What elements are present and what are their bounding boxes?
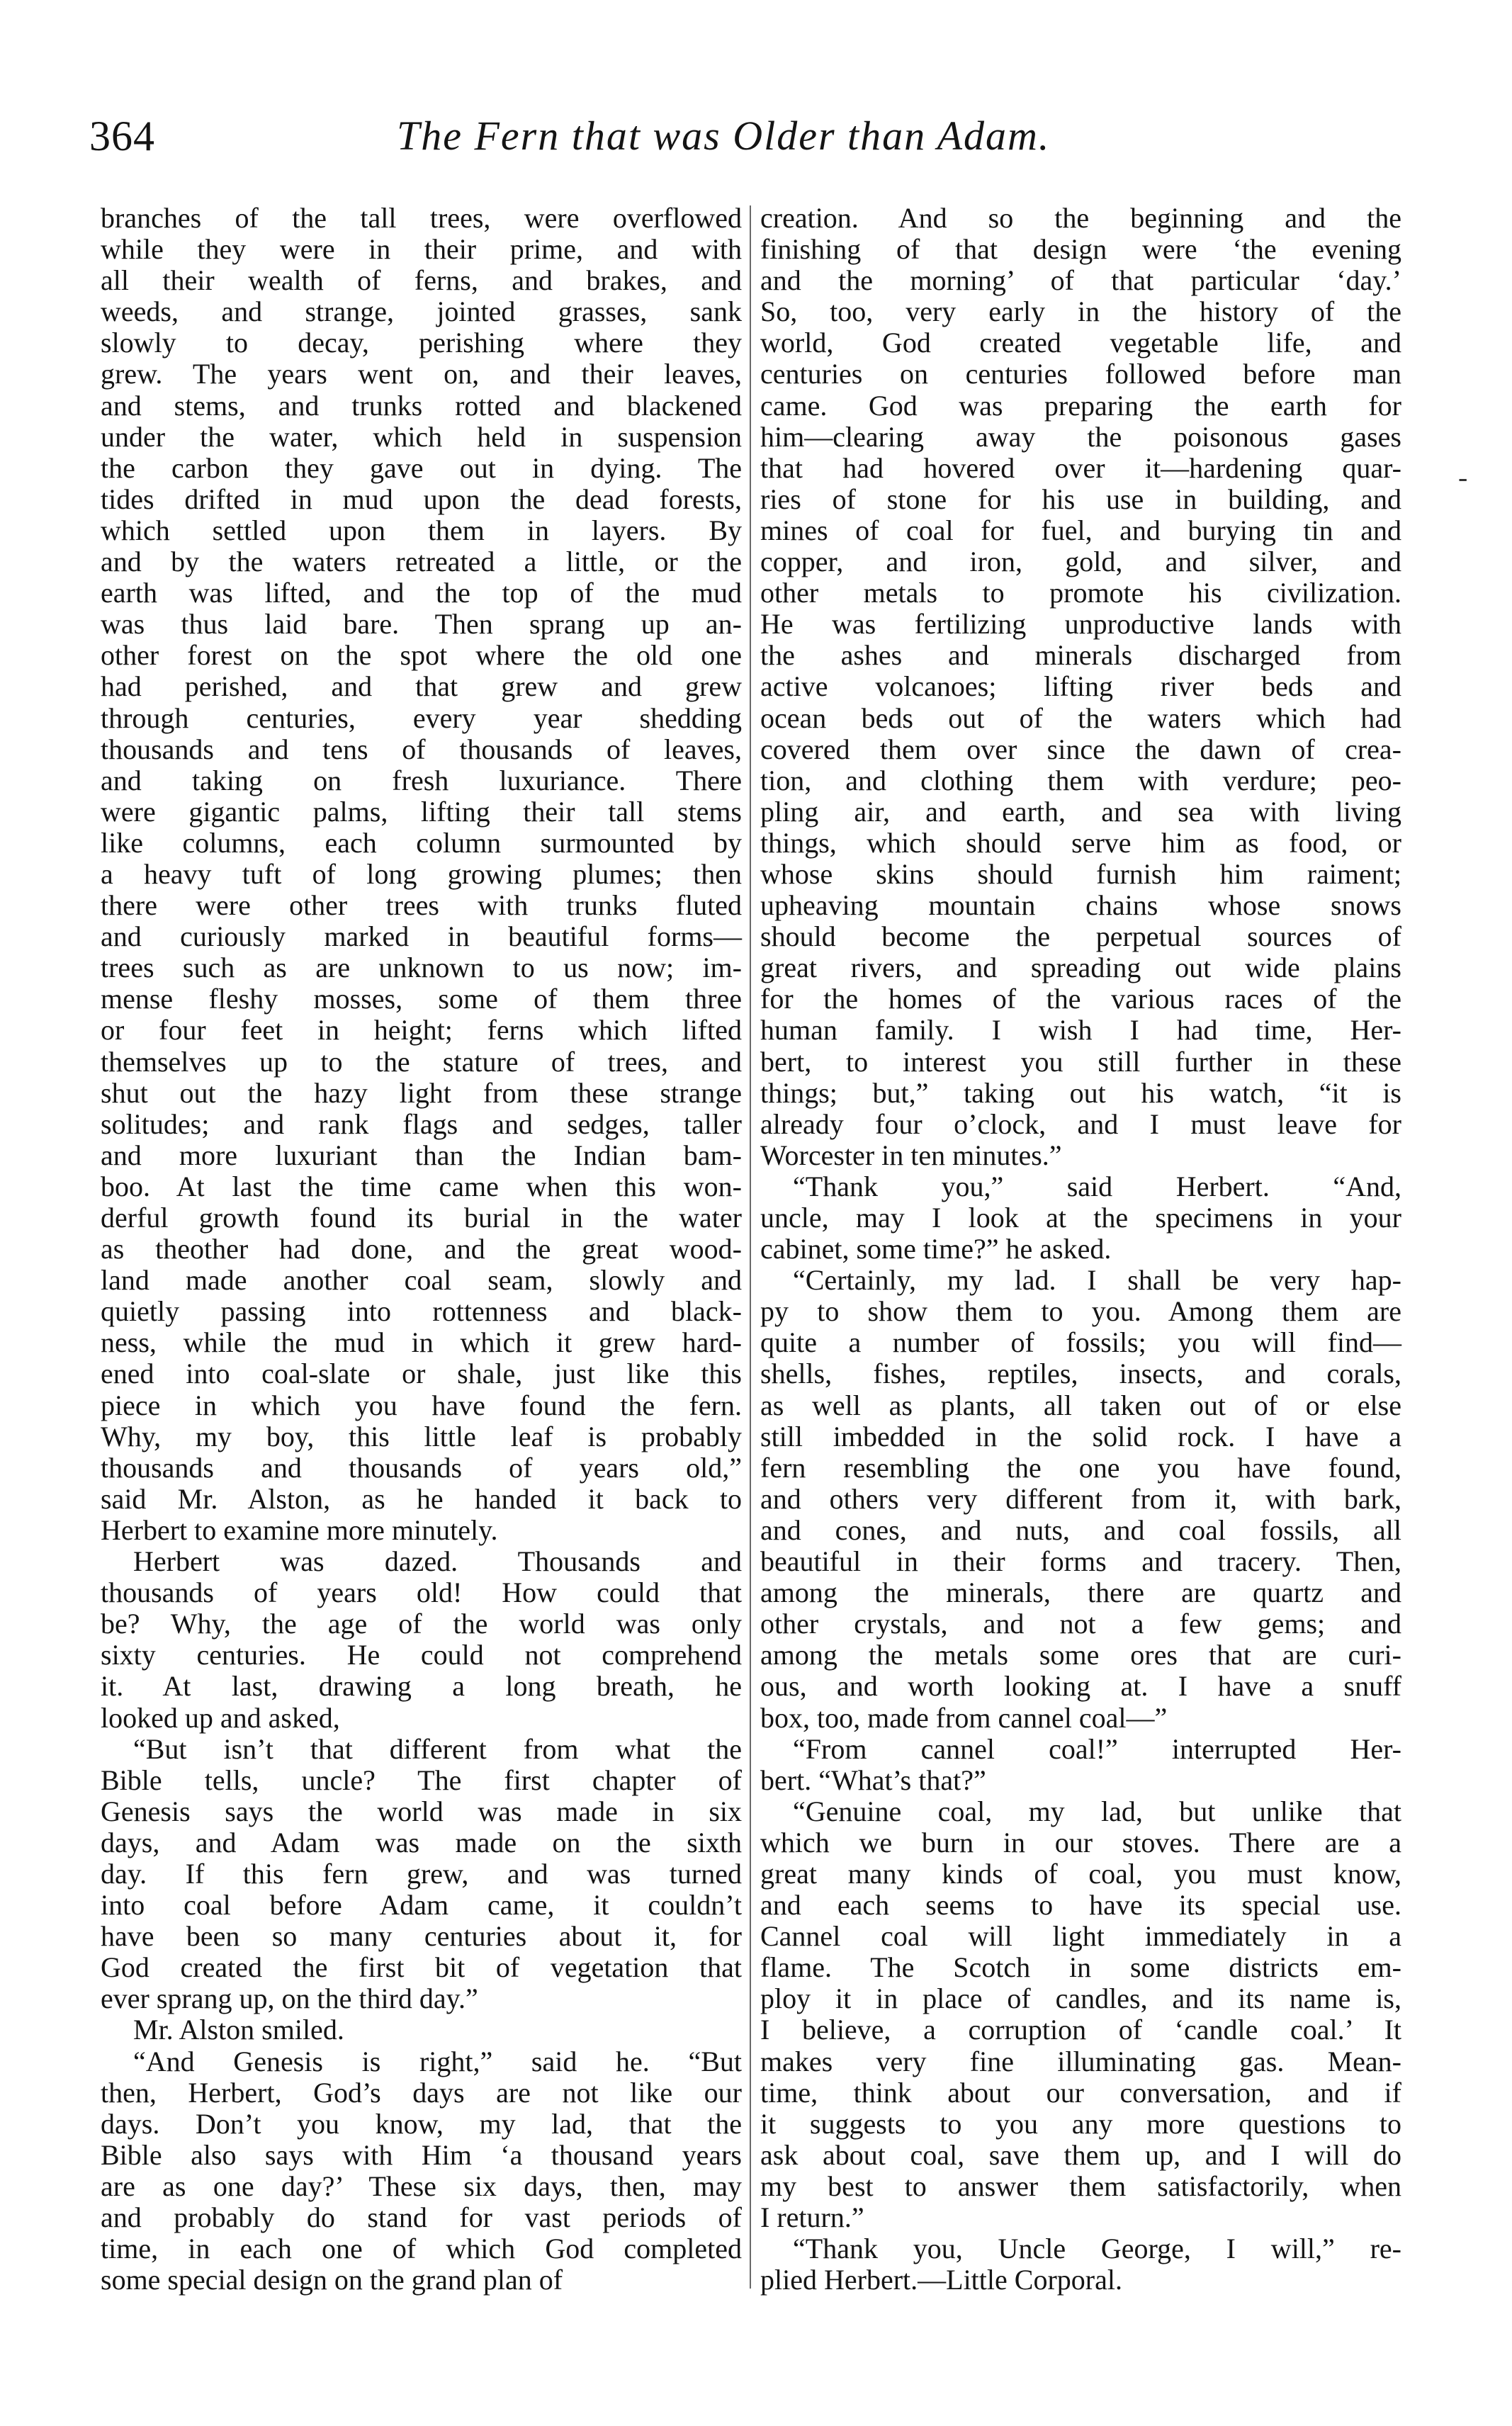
- text-line: makes very fine illuminating gas. Mean-: [760, 2045, 1401, 2077]
- text-line: py to show them to you. Among them are: [760, 1295, 1401, 1328]
- text-line: tion, and clothing them with verdure; peo-: [760, 764, 1401, 796]
- text-line: finishing of that design were ‘the evening: [760, 233, 1401, 266]
- text-line: fern resembling the one you have found,: [760, 1451, 1401, 1484]
- text-line: thousands and tens of thousands of leaves,: [101, 733, 742, 765]
- text-line: days. Don’t you know, my lad, that the: [101, 2107, 742, 2140]
- text-line: other forest on the spot where the old one: [101, 639, 742, 672]
- text-line: “Thank you,” said Herbert. “And,: [793, 1170, 1401, 1202]
- text-line: themselves up to the stature of trees, and: [101, 1045, 742, 1078]
- text-line: piece in which you have found the fern.: [101, 1389, 742, 1421]
- text-line: while they were in their prime, and with: [101, 233, 742, 266]
- page-number: 364: [89, 113, 155, 159]
- text-line: weeds, and strange, jointed grasses, sank: [101, 295, 742, 328]
- text-line: and more luxuriant than the Indian bam-: [101, 1139, 742, 1171]
- text-line: and others very different from it, with bark,: [760, 1482, 1401, 1515]
- text-line: plied Herbert.—Little Corporal.: [760, 2264, 1122, 2296]
- text-line: God created the first bit of vegetation that: [101, 1951, 742, 1984]
- text-line: ploy it in place of candles, and its name is,: [760, 1982, 1401, 2015]
- text-line: days, and Adam was made on the sixth: [101, 1826, 742, 1858]
- text-line: quietly passing into rottenness and black-: [101, 1295, 742, 1328]
- text-line: great rivers, and spreading out wide plains: [760, 952, 1401, 984]
- text-line: shells, fishes, reptiles, insects, and corals,: [760, 1358, 1401, 1390]
- text-line: “But isn’t that different from what the: [133, 1732, 742, 1765]
- text-line: there were other trees with trunks fluted: [101, 889, 742, 922]
- text-line: Bible also says with Him ‘a thousand years: [101, 2138, 742, 2171]
- right-column: [760, 203, 1401, 2296]
- text-line: earth was lifted, and the top of the mud: [101, 577, 742, 609]
- text-line: ocean beds out of the waters which had: [760, 701, 1401, 734]
- text-line: creation. And so the beginning and the: [760, 202, 1401, 234]
- text-line: quite a number of fossils; you will find—: [760, 1326, 1401, 1359]
- text-line: through centuries, every year shedding: [101, 701, 742, 734]
- text-line: which settled upon them in layers. By: [101, 514, 742, 546]
- text-line: which we burn in our stoves. There are a: [760, 1826, 1401, 1858]
- text-line: for the homes of the various races of the: [760, 983, 1401, 1015]
- text-line: day. If this fern grew, and was turned: [101, 1857, 742, 1890]
- text-line: So, too, very early in the history of the: [760, 295, 1401, 328]
- text-line: the ashes and minerals discharged from: [760, 639, 1401, 672]
- text-line: are as one day?’ These six days, then, may: [101, 2170, 742, 2202]
- text-line: and probably do stand for vast periods of: [101, 2201, 742, 2233]
- text-line: cabinet, some time?” he asked.: [760, 1233, 1112, 1265]
- text-line: trees such as are unknown to us now; im-: [101, 952, 742, 984]
- text-line: already four o’clock, and I must leave for: [760, 1107, 1401, 1140]
- text-line: him—clearing away the poisonous gases: [760, 420, 1401, 453]
- text-line: had perished, and that grew and grew: [101, 670, 742, 703]
- text-line: I believe, a corruption of ‘candle coal.’ It: [760, 2014, 1401, 2046]
- text-line: should become the perpetual sources of: [760, 920, 1401, 953]
- text-line: some special design on the grand plan of: [101, 2264, 563, 2296]
- text-line: among the minerals, there are quartz and: [760, 1576, 1401, 1609]
- text-line: “From cannel coal!” interrupted Her-: [793, 1732, 1401, 1765]
- text-line: time, in each one of which God completed: [101, 2233, 742, 2265]
- text-line: I return.”: [760, 2201, 864, 2233]
- text-line: thousands and thousands of years old,”: [101, 1451, 742, 1484]
- text-line: uncle, may I look at the specimens in your: [760, 1202, 1401, 1234]
- text-line: Herbert was dazed. Thousands and: [133, 1545, 742, 1578]
- text-line: land made another coal seam, slowly and: [101, 1264, 742, 1297]
- text-line: have been so many centuries about it, for: [101, 1920, 742, 1953]
- text-line: He was fertilizing unproductive lands with: [760, 608, 1401, 641]
- text-line: things, which should serve him as food, or: [760, 826, 1401, 859]
- text-line: it. At last, drawing a long breath, he: [101, 1670, 742, 1703]
- text-line: beautiful in their forms and tracery. Then,: [760, 1545, 1401, 1578]
- text-line: copper, and iron, gold, and silver, and: [760, 546, 1401, 578]
- text-line: bert, to interest you still further in these: [760, 1045, 1401, 1078]
- text-line: and curiously marked in beautiful forms—: [101, 920, 742, 953]
- text-line: human family. I wish I had time, Her-: [760, 1014, 1401, 1046]
- text-line: ries of stone for his use in building, and: [760, 483, 1401, 515]
- text-line: Worcester in ten minutes.”: [760, 1139, 1062, 1171]
- text-line: “Certainly, my lad. I shall be very hap-: [793, 1264, 1401, 1297]
- text-line: tides drifted in mud upon the dead forests,: [101, 483, 742, 515]
- text-line: and the morning’ of that particular ‘day.’: [760, 264, 1401, 297]
- text-line: “And Genesis is right,” said he. “But: [133, 2045, 742, 2077]
- text-line: it suggests to you any more questions to: [760, 2107, 1401, 2140]
- text-line: ever sprang up, on the third day.”: [101, 1982, 478, 2015]
- left-column: [101, 203, 742, 2296]
- text-line: derful growth found its burial in the water: [101, 1202, 742, 1234]
- text-line: active volcanoes; lifting river beds and: [760, 670, 1401, 703]
- text-line: the carbon they gave out in dying. The: [101, 451, 742, 484]
- text-line: boo. At last the time came when this won-: [101, 1170, 742, 1202]
- text-line: things; but,” taking out his watch, “it is: [760, 1076, 1401, 1109]
- text-line: ened into coal-slate or shale, just like this: [101, 1358, 742, 1390]
- text-line: be? Why, the age of the world was only: [101, 1608, 742, 1640]
- text-line: Genesis says the world was made in six: [101, 1795, 742, 1827]
- text-line: came. God was preparing the earth for: [760, 389, 1401, 422]
- text-line: then, Herbert, God’s days are not like our: [101, 2076, 742, 2109]
- text-line: and by the waters retreated a little, or the: [101, 546, 742, 578]
- text-line: upheaving mountain chains whose snows: [760, 889, 1401, 922]
- text-line: “Genuine coal, my lad, but unlike that: [793, 1795, 1401, 1827]
- text-line: Why, my boy, this little leaf is probably: [101, 1420, 742, 1452]
- text-line: bert. “What’s that?”: [760, 1764, 986, 1796]
- text-line: other metals to promote his civilization.: [760, 577, 1401, 609]
- text-line: Bible tells, uncle? The first chapter of: [101, 1764, 742, 1796]
- text-line: all their wealth of ferns, and brakes, and: [101, 264, 742, 297]
- text-line: and stems, and trunks rotted and blackened: [101, 389, 742, 422]
- text-line: thousands of years old! How could that: [101, 1576, 742, 1609]
- text-line: slowly to decay, perishing where they: [101, 327, 742, 359]
- text-line: into coal before Adam came, it couldn’t: [101, 1889, 742, 1922]
- text-line: covered them over since the dawn of crea-: [760, 733, 1401, 765]
- text-line: a heavy tuft of long growing plumes; then: [101, 857, 742, 890]
- text-line: world, God created vegetable life, and: [760, 327, 1401, 359]
- text-line: Mr. Alston smiled.: [133, 2014, 344, 2046]
- text-line: looked up and asked,: [101, 1701, 340, 1734]
- text-line: ous, and worth looking at. I have a snuff: [760, 1670, 1401, 1703]
- text-line: shut out the hazy light from these strange: [101, 1076, 742, 1109]
- text-line: ness, while the mud in which it grew hard-: [101, 1326, 742, 1359]
- text-line: grew. The years went on, and their leaves,: [101, 358, 742, 390]
- text-line: said Mr. Alston, as he handed it back to: [101, 1482, 742, 1515]
- text-line: and cones, and nuts, and coal fossils, all: [760, 1513, 1401, 1546]
- text-line: Cannel coal will light immediately in a: [760, 1920, 1401, 1953]
- text-line: ask about coal, save them up, and I will do: [760, 2138, 1401, 2171]
- margin-mark: -: [1458, 461, 1468, 493]
- text-line: and taking on fresh luxuriance. There: [101, 764, 742, 796]
- text-line: among the metals some ores that are curi-: [760, 1639, 1401, 1671]
- text-line: as theother had done, and the great wood-: [101, 1233, 742, 1265]
- text-line: Herbert to examine more minutely.: [101, 1513, 498, 1546]
- text-line: that had hovered over it—hardening quar-: [760, 451, 1401, 484]
- text-line: were gigantic palms, lifting their tall stems: [101, 795, 742, 828]
- text-line: my best to answer them satisfactorily, when: [760, 2170, 1401, 2202]
- text-line: other crystals, and not a few gems; and: [760, 1608, 1401, 1640]
- text-line: mense fleshy mosses, some of them three: [101, 983, 742, 1015]
- text-line: still imbedded in the solid rock. I have a: [760, 1420, 1401, 1452]
- text-line: or four feet in height; ferns which lifted: [101, 1014, 742, 1046]
- text-line: pling air, and earth, and sea with living: [760, 795, 1401, 828]
- text-line: sixty centuries. He could not comprehend: [101, 1639, 742, 1671]
- text-line: branches of the tall trees, were overflowed: [101, 202, 742, 234]
- text-line: time, think about our conversation, and if: [760, 2076, 1401, 2109]
- text-line: like columns, each column surmounted by: [101, 826, 742, 859]
- text-line: box, too, made from cannel coal—”: [760, 1701, 1168, 1734]
- text-line: solitudes; and rank flags and sedges, taller: [101, 1107, 742, 1140]
- text-line: as well as plants, all taken out of or else: [760, 1389, 1401, 1421]
- text-line: flame. The Scotch in some districts em-: [760, 1951, 1401, 1984]
- running-title: The Fern that was Older than Adam.: [397, 113, 1051, 159]
- text-line: “Thank you, Uncle George, I will,” re-: [793, 2233, 1401, 2265]
- text-line: great many kinds of coal, you must know,: [760, 1857, 1401, 1890]
- column-divider: [750, 205, 751, 2289]
- text-line: was thus laid bare. Then sprang up an-: [101, 608, 742, 641]
- text-line: and each seems to have its special use.: [760, 1889, 1401, 1922]
- text-line: mines of coal for fuel, and burying tin and: [760, 514, 1401, 546]
- text-line: whose skins should furnish him raiment;: [760, 857, 1401, 890]
- text-line: centuries on centuries followed before man: [760, 358, 1401, 390]
- text-line: under the water, which held in suspension: [101, 420, 742, 453]
